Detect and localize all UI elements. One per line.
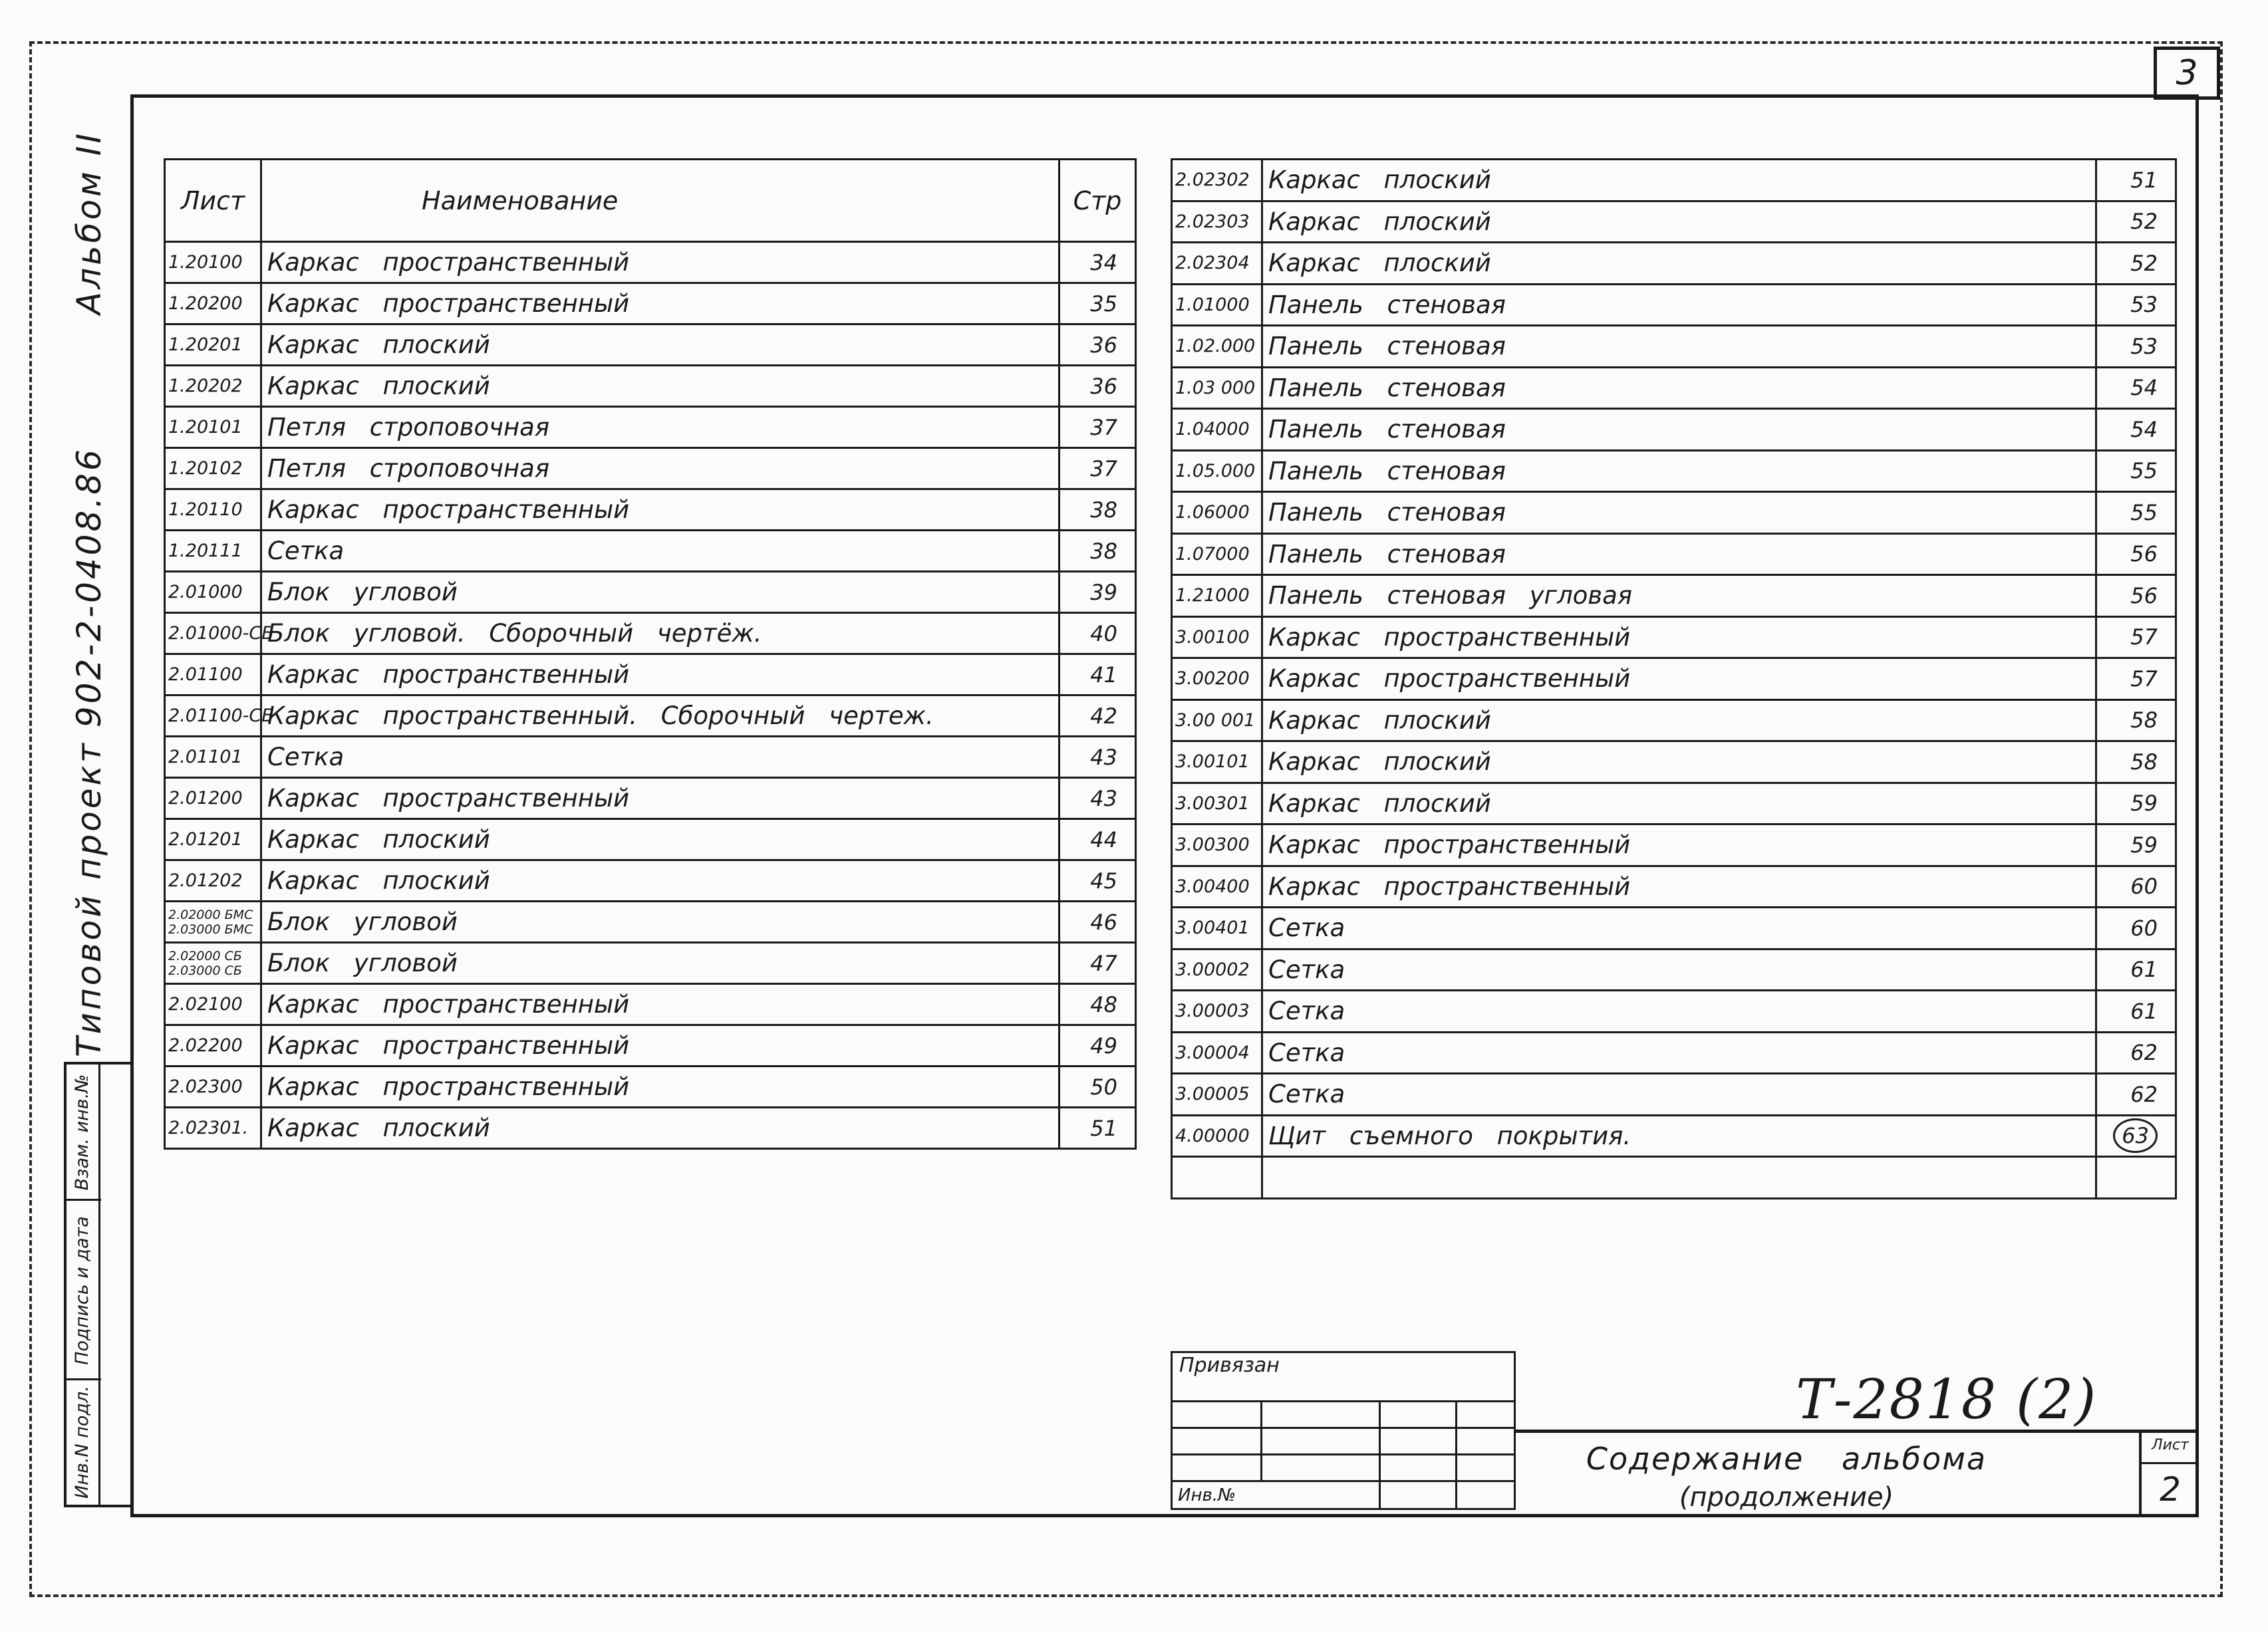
side-stamp-row-2 — [67, 1201, 101, 1380]
table-row — [165, 407, 1136, 448]
row-sheet-code: 2.01202 — [165, 860, 261, 902]
header-sheet: Лист — [165, 160, 261, 242]
side-album-label — [67, 123, 120, 322]
row-sheet-code: 1.21000 — [1172, 575, 1262, 617]
header-name: Наименование — [261, 160, 1060, 242]
row-name: Каркас плоский — [261, 819, 1060, 860]
row-name: Панель стеновая — [1262, 284, 2096, 326]
sheet-number — [2154, 47, 2220, 100]
row-name: Каркас пространственный — [1262, 866, 2096, 908]
table-row — [1172, 201, 2176, 243]
row-page-text: 54 — [2130, 375, 2158, 401]
row-page-text: 52 — [2130, 250, 2158, 276]
row-name: Панель стеновая — [1262, 450, 2096, 492]
title-block-text — [1514, 1440, 2139, 1517]
row-page: 37 — [1060, 407, 1136, 448]
row-page: 44 — [1060, 819, 1136, 860]
row-sheet-code: 3.00 001 — [1172, 699, 1262, 741]
table-row — [1172, 492, 2176, 534]
attached-label-text: Привязан — [1179, 1354, 1280, 1377]
row-name: Блок угловой. Сборочный чертёж. — [261, 613, 1060, 654]
row-name: Каркас пространственный — [261, 242, 1060, 283]
table-row — [1172, 1074, 2176, 1116]
row-page — [2096, 409, 2176, 451]
inv-label — [1172, 1481, 1380, 1509]
table-row — [1172, 741, 2176, 783]
row-page: 37 — [1060, 448, 1136, 489]
row-page-text: 57 — [2130, 624, 2158, 650]
table-row — [1172, 160, 2176, 201]
table-row — [165, 695, 1136, 737]
row-name: Панель стеновая — [1262, 533, 2096, 575]
row-sheet-code: 2.01201 — [165, 819, 261, 860]
row-sheet-code: 1.20100 — [165, 242, 261, 283]
row-page — [2096, 908, 2176, 949]
row-sheet-code: 1.03 000 — [1172, 367, 1262, 409]
table-row — [1172, 450, 2176, 492]
side-cell-inv-original: Инв.N подл. — [72, 1386, 92, 1499]
table-row — [165, 613, 1136, 654]
table-row — [165, 242, 1136, 283]
row-sheet-code: 2.02100 — [165, 984, 261, 1025]
row-sheet-code: 1.20200 — [165, 283, 261, 324]
right-table-body — [1172, 160, 2176, 1199]
row-page — [2096, 1157, 2176, 1199]
row-sheet-code: 3.00200 — [1172, 658, 1262, 700]
row-page: 43 — [1060, 778, 1136, 819]
row-page-text: 53 — [2130, 292, 2158, 318]
table-row — [165, 283, 1136, 324]
table-row — [1172, 533, 2176, 575]
row-name: Каркас пространственный — [261, 489, 1060, 531]
stamp-sheet-value: 2 — [2160, 1470, 2181, 1509]
table-row — [165, 654, 1136, 695]
row-page-text: 56 — [2130, 582, 2158, 608]
row-page — [2096, 783, 2176, 824]
table-row — [1172, 991, 2176, 1033]
row-name: Сетка — [1262, 991, 2096, 1033]
document-subtitle: (продолжение) — [1679, 1482, 1894, 1513]
left-table-header — [165, 160, 1136, 242]
side-cell-signature-date: Подпись и дата — [72, 1216, 92, 1365]
row-page-text: 62 — [2130, 1040, 2158, 1066]
table-row — [1172, 783, 2176, 824]
row-name: Каркас плоский — [261, 860, 1060, 902]
table-row — [165, 1025, 1136, 1066]
row-sheet-code: 1.20102 — [165, 448, 261, 489]
table-row — [1172, 824, 2176, 866]
row-sheet-code: 3.00003 — [1172, 991, 1262, 1033]
row-sheet-code: 1.07000 — [1172, 533, 1262, 575]
row-page: 36 — [1060, 324, 1136, 366]
row-sheet-code: 2.01100-СБ — [165, 695, 261, 737]
row-sheet-code: 4.00000 — [1172, 1115, 1262, 1157]
row-name: Каркас пространственный — [261, 1066, 1060, 1108]
row-name: Каркас пространственный — [1262, 616, 2096, 658]
row-sheet-code: 2.02301. — [165, 1108, 261, 1149]
side-project-label — [67, 447, 120, 1057]
row-page: 51 — [1060, 1108, 1136, 1149]
row-page: 41 — [1060, 654, 1136, 695]
table-row — [165, 902, 1136, 943]
row-page — [2096, 616, 2176, 658]
table-row — [1172, 409, 2176, 451]
row-page: 34 — [1060, 242, 1136, 283]
row-page-text: 55 — [2130, 458, 2158, 484]
row-name: Сетка — [1262, 949, 2096, 991]
side-cell-replace-inv: Взам. инв.№ — [72, 1074, 92, 1191]
row-page: 35 — [1060, 283, 1136, 324]
row-page-text: 58 — [2130, 749, 2158, 775]
row-page: 43 — [1060, 737, 1136, 778]
row-page: 47 — [1060, 943, 1136, 984]
table-row — [1172, 658, 2176, 700]
row-sheet-code: 1.01000 — [1172, 284, 1262, 326]
row-sheet-code: 2.01000 — [165, 572, 261, 613]
row-page-text: 51 — [2130, 167, 2158, 193]
row-name: Каркас плоский — [261, 324, 1060, 366]
side-project-text: Типовой проект 902-2-0408.86 — [70, 447, 108, 1057]
document-title: Содержание альбома — [1586, 1441, 1987, 1477]
row-name: Петля строповочная — [261, 448, 1060, 489]
drawing-code: Т-2818 (2) — [1796, 1368, 2098, 1432]
row-page: 38 — [1060, 531, 1136, 572]
row-page — [2096, 866, 2176, 908]
row-sheet-code: 2.02000 БМС 2.03000 БМС — [165, 902, 261, 943]
table-row — [165, 448, 1136, 489]
row-name: Блок угловой — [261, 943, 1060, 984]
row-sheet-code: 2.01101 — [165, 737, 261, 778]
row-page-text: 58 — [2130, 707, 2158, 733]
row-page — [2096, 533, 2176, 575]
row-sheet-code: 1.20201 — [165, 324, 261, 366]
row-name: Каркас пространственный — [261, 654, 1060, 695]
row-name: Каркас пространственный — [1262, 658, 2096, 700]
row-sheet-code: 2.02000 СБ 2.03000 СБ — [165, 943, 261, 984]
table-row — [1172, 575, 2176, 617]
row-sheet-code: 2.01100 — [165, 654, 261, 695]
row-page — [2096, 326, 2176, 368]
row-page — [2096, 201, 2176, 243]
sheet-label-divider — [2139, 1462, 2199, 1464]
row-page — [2096, 284, 2176, 326]
row-name: Каркас плоский — [261, 1108, 1060, 1149]
row-name: Каркас пространственный — [261, 778, 1060, 819]
row-sheet-code: 2.02303 — [1172, 201, 1262, 243]
row-name: Каркас плоский — [1262, 160, 2096, 201]
side-stamp-row-1 — [67, 1065, 101, 1201]
inv-label-text: Инв.№ — [1178, 1485, 1236, 1505]
row-sheet-code: 1.02.000 — [1172, 326, 1262, 368]
row-page: 46 — [1060, 902, 1136, 943]
row-name: Щит съемного покрытия. — [1262, 1115, 2096, 1157]
row-name: Сетка — [1262, 1032, 2096, 1074]
row-sheet-code: 1.20110 — [165, 489, 261, 531]
row-name — [1262, 1157, 2096, 1199]
row-page — [2096, 949, 2176, 991]
row-page: 40 — [1060, 613, 1136, 654]
row-sheet-code: 3.00300 — [1172, 824, 1262, 866]
row-name: Каркас пространственный — [261, 984, 1060, 1025]
row-name: Петля строповочная — [261, 407, 1060, 448]
row-page: 49 — [1060, 1025, 1136, 1066]
row-sheet-code: 2.01200 — [165, 778, 261, 819]
row-page — [2096, 699, 2176, 741]
row-name: Блок угловой — [261, 902, 1060, 943]
row-page — [2096, 160, 2176, 201]
left-contents-table — [164, 158, 1137, 1150]
row-name: Панель стеновая угловая — [1262, 575, 2096, 617]
table-row — [165, 778, 1136, 819]
row-page-text: 59 — [2130, 791, 2158, 816]
row-name: Каркас плоский — [1262, 741, 2096, 783]
row-sheet-code: 1.20111 — [165, 531, 261, 572]
row-page-text: 57 — [2130, 666, 2158, 691]
row-name: Каркас пространственный — [1262, 824, 2096, 866]
attached-block — [1171, 1351, 1516, 1510]
table-row — [1172, 908, 2176, 949]
table-row — [1172, 699, 2176, 741]
row-name: Панель стеновая — [1262, 326, 2096, 368]
row-sheet-code: 3.00004 — [1172, 1032, 1262, 1074]
row-sheet-code: 2.02304 — [1172, 243, 1262, 285]
table-row — [1172, 866, 2176, 908]
row-sheet-code: 1.05.000 — [1172, 450, 1262, 492]
row-page-text: 52 — [2130, 209, 2158, 235]
row-page — [2096, 1032, 2176, 1074]
row-sheet-code — [1172, 1157, 1262, 1199]
table-row — [1172, 243, 2176, 285]
table-row — [1172, 616, 2176, 658]
row-sheet-code: 3.00005 — [1172, 1074, 1262, 1116]
row-page — [2096, 1074, 2176, 1116]
row-sheet-code: 2.02302 — [1172, 160, 1262, 201]
row-page-text: 62 — [2130, 1081, 2158, 1107]
row-page — [2096, 450, 2176, 492]
header-page: Стр — [1060, 160, 1136, 242]
row-name: Панель стеновая — [1262, 367, 2096, 409]
table-row — [165, 324, 1136, 366]
row-page-text: 61 — [2130, 957, 2158, 983]
row-name: Каркас пространственный — [261, 1025, 1060, 1066]
table-row — [1172, 1115, 2176, 1157]
row-name: Каркас пространственный — [261, 283, 1060, 324]
table-row — [165, 819, 1136, 860]
row-sheet-code: 2.02200 — [165, 1025, 261, 1066]
table-row — [165, 984, 1136, 1025]
right-contents-table — [1171, 158, 2177, 1199]
row-name: Каркас плоский — [1262, 243, 2096, 285]
row-sheet-code: 2.01000-СБ — [165, 613, 261, 654]
side-stamp-row-3 — [67, 1380, 101, 1505]
table-row — [165, 366, 1136, 407]
row-name: Сетка — [261, 737, 1060, 778]
row-name: Каркас пространственный. Сборочный чертеж. — [261, 695, 1060, 737]
row-name: Панель стеновая — [1262, 492, 2096, 534]
row-sheet-code: 2.02300 — [165, 1066, 261, 1108]
row-page — [2096, 991, 2176, 1033]
table-row — [165, 1066, 1136, 1108]
table-row — [1172, 1032, 2176, 1074]
sheet-number-text: 3 — [2176, 53, 2198, 93]
row-page: 36 — [1060, 366, 1136, 407]
row-page — [2096, 658, 2176, 700]
row-sheet-code: 3.00301 — [1172, 783, 1262, 824]
row-name: Панель стеновая — [1262, 409, 2096, 451]
row-page: 45 — [1060, 860, 1136, 902]
row-page-text: 60 — [2130, 874, 2158, 900]
row-sheet-code: 3.00002 — [1172, 949, 1262, 991]
table-row — [165, 1108, 1136, 1149]
row-name: Сетка — [1262, 908, 2096, 949]
table-row — [1172, 326, 2176, 368]
row-name: Блок угловой — [261, 572, 1060, 613]
row-sheet-code: 1.20202 — [165, 366, 261, 407]
row-page — [2096, 243, 2176, 285]
attached-label — [1172, 1352, 1515, 1402]
row-page-text: 59 — [2130, 832, 2158, 858]
row-page — [2096, 492, 2176, 534]
row-name: Каркас плоский — [1262, 201, 2096, 243]
table-row — [1172, 367, 2176, 409]
row-sheet-code: 1.20101 — [165, 407, 261, 448]
row-name: Сетка — [261, 531, 1060, 572]
left-table-body — [165, 242, 1136, 1149]
row-sheet-code: 3.00100 — [1172, 616, 1262, 658]
table-row — [1172, 1157, 2176, 1199]
row-page — [2096, 367, 2176, 409]
table-row — [1172, 949, 2176, 991]
table-row — [165, 531, 1136, 572]
table-row — [165, 737, 1136, 778]
table-row — [165, 489, 1136, 531]
row-page-text: 54 — [2130, 416, 2158, 442]
row-sheet-code: 3.00401 — [1172, 908, 1262, 949]
row-page-text: 55 — [2130, 499, 2158, 525]
row-name: Каркас плоский — [261, 366, 1060, 407]
row-page: 39 — [1060, 572, 1136, 613]
table-row — [1172, 284, 2176, 326]
row-name: Сетка — [1262, 1074, 2096, 1116]
row-name: Каркас плоский — [1262, 699, 2096, 741]
row-page: 42 — [1060, 695, 1136, 737]
row-page-text: 61 — [2130, 998, 2158, 1024]
table-row — [165, 943, 1136, 984]
circled-page: 63 — [2113, 1118, 2158, 1153]
row-page-text: 53 — [2130, 333, 2158, 359]
row-name: Каркас плоский — [1262, 783, 2096, 824]
row-page-text: 56 — [2130, 541, 2158, 567]
table-row — [165, 860, 1136, 902]
row-page: 48 — [1060, 984, 1136, 1025]
side-album-text: Альбом II — [70, 130, 108, 315]
row-sheet-code: 3.00400 — [1172, 866, 1262, 908]
row-sheet-code: 3.00101 — [1172, 741, 1262, 783]
row-page — [2096, 824, 2176, 866]
row-page — [2096, 1115, 2176, 1157]
row-page-text: 60 — [2130, 915, 2158, 941]
row-page: 38 — [1060, 489, 1136, 531]
row-page: 50 — [1060, 1066, 1136, 1108]
side-stamp — [64, 1062, 133, 1507]
row-sheet-code: 1.04000 — [1172, 409, 1262, 451]
table-row — [165, 572, 1136, 613]
row-page — [2096, 741, 2176, 783]
row-page — [2096, 575, 2176, 617]
row-sheet-code: 1.06000 — [1172, 492, 1262, 534]
title-block — [1514, 1430, 2199, 1517]
stamp-sheet-label: Лист — [2152, 1437, 2189, 1453]
